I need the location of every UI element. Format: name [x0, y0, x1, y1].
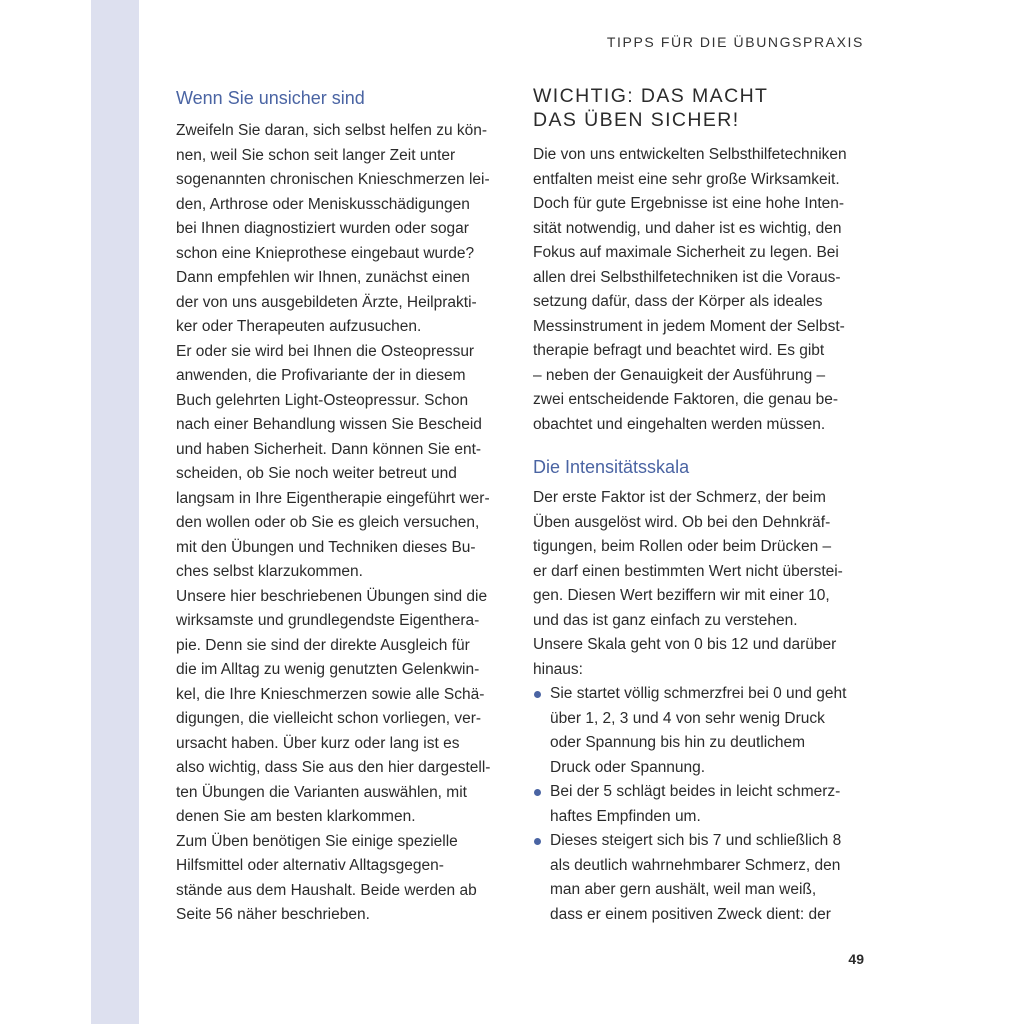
box-heading-line: WICHTIG: DAS MACHT [533, 85, 769, 107]
body-text-line: Seite 56 näher beschrieben. [176, 906, 370, 923]
body-text-line: entfalten meist eine sehr große Wirksamkeit. [533, 170, 840, 188]
body-text-line: ches selbst klarzukommen. [176, 563, 363, 580]
body-text-line: tigungen, beim Rollen oder beim Drücken – [533, 538, 832, 555]
body-text-line: und das ist ganz einfach zu verstehen. [533, 611, 798, 629]
body-text-line: ursacht haben. Über kurz oder lang ist es [176, 734, 460, 752]
body-text-line: der von uns ausgebildeten Ärzte, Heilprakti- [176, 293, 477, 311]
body-text-line: Buch gelehrten Light-Osteopressur. Schon [176, 391, 469, 409]
bullet-text-line: haftes Empfinden um. [550, 807, 701, 825]
body-text-line: Üben ausgelöst wird. Ob bei den Dehnkräf- [533, 513, 831, 531]
body-text-line: Zum Üben benötigen Sie einige spezielle [176, 832, 458, 850]
body-text-line: therapie befragt und beachtet wird. Es gibt [533, 342, 825, 359]
body-text-line: Unsere Skala geht von 0 bis 12 und darüber [533, 636, 837, 653]
side-color-strip [91, 0, 139, 1024]
body-text-line: schon eine Knieprothese eingebaut wurde? [176, 244, 475, 262]
body-text-line: Messinstrument in jedem Moment der Selbst- [533, 317, 845, 335]
body-text-line: kel, die Ihre Knieschmerzen sowie alle Schä- [176, 685, 485, 703]
body-text-line: er darf einen bestimmten Wert nicht überstei- [533, 562, 843, 580]
body-text-line: Er oder sie wird bei Ihnen die Osteopressur [176, 342, 475, 360]
body-text-line: denen Sie am besten klarkommen. [176, 808, 416, 825]
body-text-line: scheiden, ob Sie noch weiter betreut und [176, 465, 457, 482]
body-text-line: Die von uns entwickelten Selbsthilfetechniken [533, 146, 847, 163]
body-text-line: Doch für gute Ergebnisse ist eine hohe Inten- [533, 195, 845, 212]
body-text-line: zwei entscheidende Faktoren, die genau be- [533, 391, 839, 408]
body-text-line: Fokus auf maximale Sicherheit zu legen. Bei [533, 244, 839, 261]
body-text-line: ker oder Therapeuten aufzusuchen. [176, 318, 422, 335]
page-margin [0, 0, 91, 1024]
bullet-text-line: Druck oder Spannung. [550, 758, 706, 776]
section-heading: Wenn Sie unsicher sind [176, 88, 365, 108]
body-text-line: Der erste Faktor ist der Schmerz, der beim [533, 489, 826, 506]
body-text-line: stände aus dem Haushalt. Beide werden ab [176, 881, 477, 899]
body-text-line: gen. Diesen Wert beziffern wir mit einer 10, [533, 587, 830, 604]
body-text-line: den, Arthrose oder Meniskusschädigungen [176, 195, 470, 213]
body-text-line: digungen, die vielleicht schon vorliegen, ver- [176, 710, 482, 727]
body-text-line: und haben Sicherheit. Dann können Sie ent- [176, 440, 482, 458]
body-text-line: nen, weil Sie schon seit langer Zeit unter [176, 146, 456, 164]
body-text-line: anwenden, die Profivariante der in diesem [176, 367, 466, 384]
box-heading-line: DAS ÜBEN SICHER! [533, 109, 740, 131]
bullet-marker [534, 691, 541, 698]
body-text-line: nach einer Behandlung wissen Sie Bescheid [176, 416, 482, 433]
body-text-line: Hilfsmittel oder alternativ Alltagsgegen- [176, 857, 444, 874]
bullet-text-line: oder Spannung bis hin zu deutlichem [550, 734, 806, 751]
body-text-line: sogenannten chronischen Knieschmerzen lei- [176, 171, 490, 188]
sub-heading: Die Intensitätsskala [533, 457, 690, 477]
body-text-line: sität notwendig, und daher ist es wichtig, den [533, 219, 842, 237]
body-text-line: Unsere hier beschriebenen Übungen sind die [176, 587, 488, 605]
body-text-line: bei Ihnen diagnostiziert wurden oder sogar [176, 220, 469, 237]
bullet-marker [534, 789, 541, 796]
bullet-text-line: als deutlich wahrnehmbarer Schmerz, den [550, 856, 841, 874]
page-number: 49 [848, 951, 864, 967]
bullet-text-line: Sie startet völlig schmerzfrei bei 0 und geht [550, 685, 847, 702]
body-text-line: hinaus: [533, 660, 583, 678]
body-text-line: langsam in Ihre Eigentherapie eingeführt wer- [176, 489, 490, 507]
body-text-line: wirksamste und grundlegendste Eigenthera- [176, 612, 480, 629]
bullet-text-line: Bei der 5 schlägt beides in leicht schmerz- [550, 783, 841, 800]
bullet-text-line: man aber gern aushält, weil man weiß, [550, 881, 817, 898]
body-text-line: – neben der Genauigkeit der Ausführung – [533, 366, 826, 384]
body-text-line: die im Alltag zu wenig genutzten Gelenkwin- [176, 661, 480, 678]
body-text-line: obachtet und eingehalten werden müssen. [533, 415, 826, 433]
body-text-line: ten Übungen die Varianten auswählen, mit [176, 783, 467, 801]
body-text-line: pie. Denn sie sind der direkte Ausgleich für [176, 636, 470, 654]
body-text-line: also wichtig, dass Sie aus den hier dargestell- [176, 759, 491, 776]
body-text-line: allen drei Selbsthilfetechniken ist die Voraus- [533, 268, 841, 286]
running-head: TIPPS FÜR DIE ÜBUNGSPRAXIS [606, 34, 864, 50]
body-text-line: Zweifeln Sie daran, sich selbst helfen zu kön- [176, 122, 488, 139]
body-text-line: den wollen oder ob Sie es gleich versuchen, [176, 514, 480, 531]
bullet-text-line: über 1, 2, 3 und 4 von sehr wenig Druck [550, 709, 825, 727]
bullet-text-line: dass er einem positiven Zweck dient: der [550, 905, 831, 923]
bullet-text-line: Dieses steigert sich bis 7 und schließlich 8 [550, 832, 842, 849]
body-text-line: Dann empfehlen wir Ihnen, zunächst einen [176, 269, 470, 286]
bullet-marker [534, 838, 541, 845]
body-text-line: mit den Übungen und Techniken dieses Bu- [176, 538, 476, 556]
body-text-line: setzung dafür, dass der Körper als ideales [533, 293, 823, 310]
